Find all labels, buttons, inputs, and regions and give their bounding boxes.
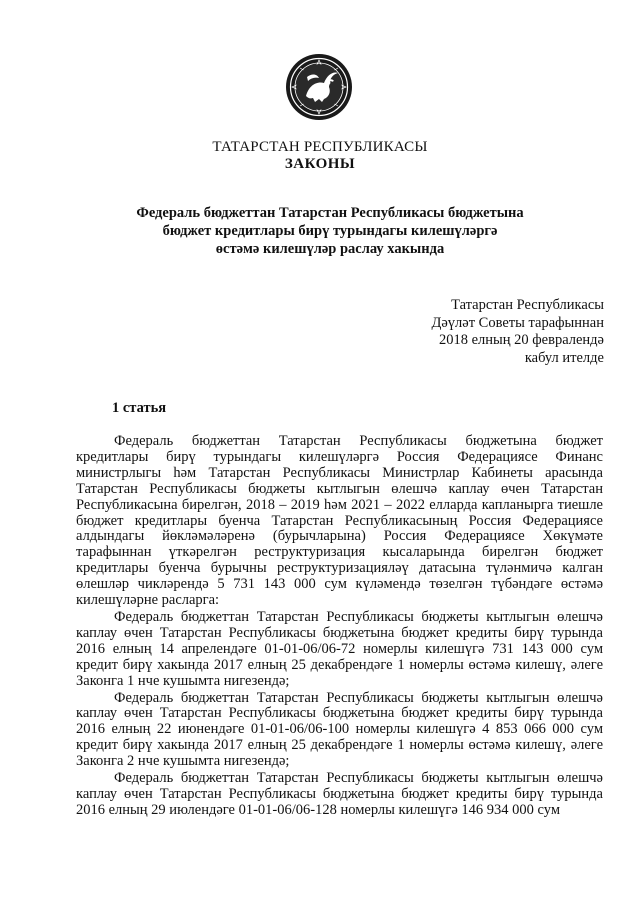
adoption-line: Татарстан Республикасы	[451, 297, 604, 313]
law-title-line: бюджет кредитлары бирү турындагы килешүләргә	[162, 223, 498, 239]
adoption-line: 2018 елның 20 февралендә	[438, 332, 604, 348]
law-title	[60, 204, 600, 258]
law-title-line: өстәмә килешүләр раслау хакында	[215, 241, 445, 257]
article-paragraph: Федераль бюджеттан Татарстан Республикасы бюджеты кытлыгын өлешчә каплау өчен Татарстан Республикасы бюджетына бюджет кредиты бирү турында 2016 елның 14 апрелендәге 01-01-06/06-72 номерлы килешүгә 731 143 000 сум кредит бирү хакында 2017 елның 25 декабрендәге 1 номерлы өстәмә килешү, әлеге Законга 1 нче кушымта нигезендә;	[76, 608, 603, 689]
article-paragraph: Федераль бюджеттан Татарстан Республикасы бюджетына бюджет кредитлары бирү турындагы килешүләргә Россия Федерациясе Финанс министрлыгы һәм Татарстан Республикасы Министрлар Кабинеты арасында Татарстан Республикасы бюджеты кытлыгын өлешчә каплау өчен Татарстан Республикасына бирелгән, 2018 – 2019 һәм 2021 – 2022 елларда капланырга тиешле бюджет кредитлары буенча Татарстан Республикасының Россия Федерациясе алдындагы йөкләмәләренә (бурычларына) Россия Федерациясе Хөкүмәте тарафыннан үткәрелгән реструктуризация кысаларында бирелгән бюджет кредитлары буенча бурычны реструктуризацияләү датасына түләнмичә калган өлешләр чикләрендә 5 731 143 000 сум күләмендә төзелгән түбәндәге өстәмә килешүләрне расларга:	[76, 433, 603, 609]
adoption-block	[431, 297, 604, 367]
law-title-line: Федераль бюджеттан Татарстан Республикасы бюджетына	[136, 205, 524, 221]
adoption-line: Дәүләт Советы тарафыннан	[431, 314, 604, 331]
tatarstan-coat-of-arms-icon	[284, 52, 354, 122]
article-body	[76, 434, 603, 819]
document-header-republic: ТАТАРСТАН РЕСПУБЛИКАСЫ	[212, 139, 428, 155]
adoption-line: кабул ителде	[524, 349, 604, 366]
document-header-law: ЗАКОНЫ	[284, 156, 356, 172]
article-paragraph: Федераль бюджеттан Татарстан Республикасы бюджеты кытлыгын өлешчә каплау өчен Татарстан Республикасы бюджетына бюджет кредиты бирү турында 2016 елның 29 июлендәге 01-01-06/06-128 номерлы килешүгә 146 934 000 сум	[76, 770, 603, 818]
article-paragraph: Федераль бюджеттан Татарстан Республикасы бюджеты кытлыгын өлешчә каплау өчен Татарстан Республикасы бюджетына бюджет кредиты бирү турында 2016 елның 22 июнендәге 01-01-06/06-100 номерлы килешүгә 4 853 066 000 сум кредит бирү хакында 2017 елның 25 декабрендәге 1 номерлы өстәмә килешү, әлеге Законга 2 нче кушымта нигезендә;	[76, 689, 603, 770]
article-heading: 1 статья	[112, 400, 167, 416]
